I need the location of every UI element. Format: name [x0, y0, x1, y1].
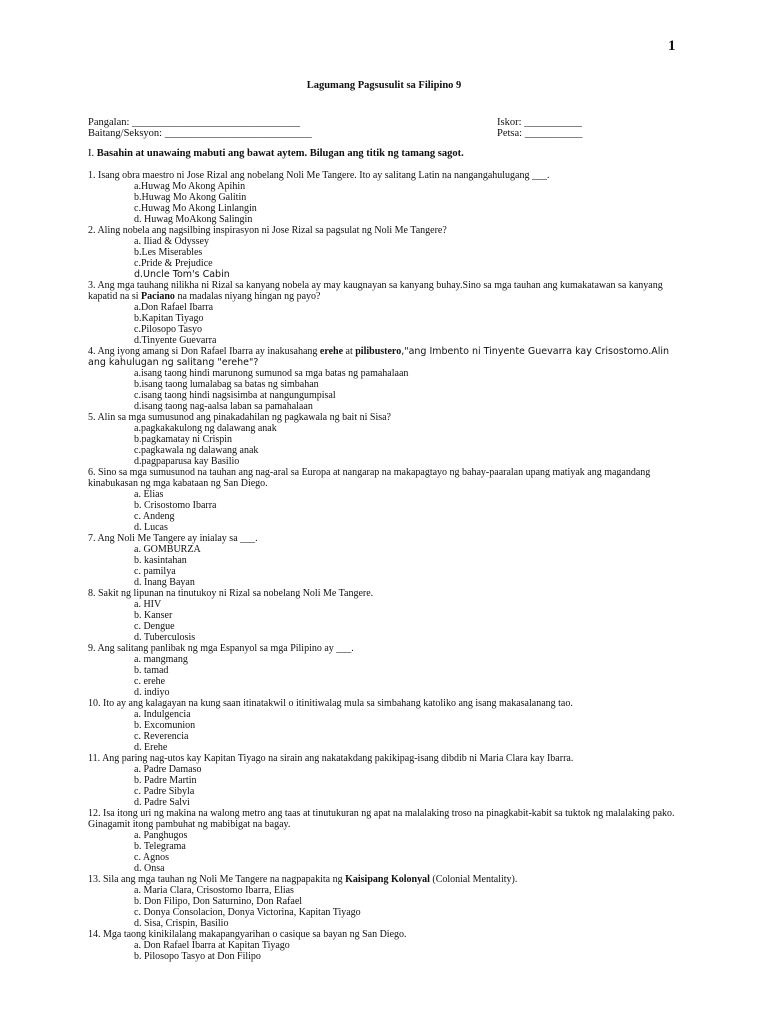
stem-text: 4. Ang iyong amang si Don Rafael Ibarra ay inakusahang [88, 346, 320, 357]
option-c[interactable]: c. Reverencia [134, 731, 189, 742]
option-b[interactable]: b. Pilosopo Tasyo at Don Filipo [134, 951, 261, 962]
instructions [88, 148, 464, 159]
stem-bold: Kaisipang Kolonyal [345, 874, 430, 885]
page-title: Lagumang Pagsusulit sa Filipino 9 [306, 80, 462, 91]
question-10 [88, 698, 688, 753]
date-line [497, 128, 582, 139]
option-c[interactable]: c. pamilya [134, 566, 176, 577]
option-b[interactable]: b.isang taong lumalabag sa batas ng simbahan [134, 379, 319, 390]
option-a[interactable]: a. Padre Damaso [134, 764, 202, 775]
option-d[interactable]: d. indiyo [134, 687, 170, 698]
question-stem: 14. Mga taong kinikilalang makapangyarihan o casique sa bayan ng San Diego. [88, 929, 407, 940]
option-d[interactable]: d.isang taong nag-aalsa laban sa pamahalaan [134, 401, 313, 412]
question-5 [88, 412, 688, 467]
option-b[interactable]: b. tamad [134, 665, 169, 676]
score-blank: ___________ [524, 117, 582, 128]
question-stem: 11. Ang paring nag-utos kay Kapitan Tiyago na sirain ang nakatakdang pakikipag-isang dibdib ni Maria Clara kay Ibarra. [88, 753, 574, 764]
instructions-text: Basahin at unawaing mabuti ang bawat aytem. Bilugan ang titik ng tamang sagot. [96, 148, 464, 159]
option-a[interactable]: a.isang taong hindi marunong sumunod sa mga batas ng pamahalaan [134, 368, 409, 379]
stem-text: na madalas niyang hingan ng payo? [174, 291, 321, 302]
question-stem [88, 346, 688, 368]
option-c[interactable]: c.pagkawala ng dalawang anak [134, 445, 259, 456]
name-line [88, 117, 300, 128]
option-c[interactable]: c.Pride & Prejudice [134, 258, 213, 269]
option-a[interactable]: a. GOMBURZA [134, 544, 201, 555]
question-stem [88, 874, 688, 885]
stem-text: (Colonial Mentality). [429, 874, 518, 885]
question-list [88, 170, 688, 962]
option-b[interactable]: b. Telegrama [134, 841, 186, 852]
question-12 [88, 808, 688, 874]
stem-text: ,"ang Imbento ni Tinyente Guevarra kay Crisostomo.Alin ang kahulugan ng salitang "erehe"? [88, 346, 670, 368]
option-d[interactable]: d. Sisa, Crispin, Basilio [134, 918, 229, 929]
question-8 [88, 588, 688, 643]
option-d[interactable]: d. Onsa [134, 863, 165, 874]
option-a[interactable]: a. Elias [134, 489, 164, 500]
option-d[interactable]: d.pagpaparusa kay Basilio [134, 456, 240, 467]
stem-bold: erehe [319, 346, 344, 357]
option-b[interactable]: b. kasintahan [134, 555, 187, 566]
page-number: 1 [668, 38, 676, 54]
question-stem: 10. Ito ay ang kalagayan na kung saan itinatakwil o itinitiwalag mula sa simbahang katoliko ang isang makasalanang tao. [88, 698, 573, 709]
section-label: Baitang/Seksyon: [88, 128, 163, 139]
stem-text: at [343, 346, 356, 357]
score-line [497, 117, 582, 128]
question-9 [88, 643, 688, 698]
option-a[interactable]: a.Huwag Mo Akong Apihin [134, 181, 246, 192]
option-a[interactable]: a. HIV [134, 599, 162, 610]
question-stem: 8. Sakit ng lipunan na tinutukoy ni Rizal sa nobelang Noli Me Tangere. [88, 588, 374, 599]
date-label: Petsa: [497, 128, 523, 139]
name-blank: ________________________________ [132, 117, 301, 128]
question-stem: 2. Aling nobela ang nagsilbing inspirasyon ni Jose Rizal sa pagsulat ng Noli Me Tangere? [88, 225, 447, 236]
option-d[interactable]: d.Uncle Tom's Cabin [134, 269, 230, 280]
stem-bold: Paciano [141, 291, 175, 302]
option-b[interactable]: b. Excomunion [134, 720, 196, 731]
option-c[interactable]: c.Pilosopo Tasyo [134, 324, 203, 335]
option-c[interactable]: c. Donya Consolacion, Donya Victorina, Kapitan Tiyago [134, 907, 361, 918]
question-4 [88, 346, 688, 412]
question-stem [88, 280, 688, 302]
instructions-numeral: I. [88, 148, 95, 159]
option-a[interactable]: a. Maria Clara, Crisostomo Ibarra, Elias [134, 885, 294, 896]
option-a[interactable]: a. mangmang [134, 654, 188, 665]
option-d[interactable]: d. Inang Bayan [134, 577, 195, 588]
option-a[interactable]: a. Indulgencia [134, 709, 191, 720]
option-c[interactable]: c. Dengue [134, 621, 175, 632]
option-d[interactable]: d. Lucas [134, 522, 168, 533]
question-stem: 6. Sino sa mga sumusunod na tauhan ang nag-aral sa Europa at nangarap na makapagtayo ng bahay-paaralan upang matiyak ang magandang kinabukasan ng mga kabataan ng San Diego. [88, 467, 651, 489]
option-b[interactable]: b.Kapitan Tiyago [134, 313, 204, 324]
option-d[interactable]: d. Tuberculosis [134, 632, 196, 643]
question-1 [88, 170, 688, 225]
stem-bold: pilibustero [355, 346, 402, 357]
option-d[interactable]: d. Padre Salvi [134, 797, 190, 808]
option-c[interactable]: c. Padre Sibyla [134, 786, 195, 797]
stem-text: 13. Sila ang mga tauhan ng Noli Me Tangere na nagpapakita ng [88, 874, 346, 885]
option-a[interactable]: a.Don Rafael Ibarra [134, 302, 214, 313]
question-stem: 5. Alin sa mga sumusunod ang pinakadahilan ng pagkawala ng bait ni Sisa? [88, 412, 391, 423]
option-a[interactable]: a. Iliad & Odyssey [134, 236, 209, 247]
question-14 [88, 929, 688, 962]
question-3 [88, 280, 688, 346]
question-13 [88, 874, 688, 929]
question-stem: 1. Isang obra maestro ni Jose Rizal ang nobelang Noli Me Tangere. Ito ay salitang Latin na nangangahulugang ___. [88, 170, 550, 181]
question-2 [88, 225, 688, 280]
stem-text: 3. Ang mga tauhang nilikha ni Rizal sa kanyang nobela ay may kaugnayan sa kanyang buhay.Sino sa mga tauhan ang kumakatawan sa kanyang kapatid na si [88, 280, 663, 302]
option-b[interactable]: b. Crisostomo Ibarra [134, 500, 217, 511]
name-label: Pangalan: [88, 117, 130, 128]
option-d[interactable]: d.Tinyente Guevarra [134, 335, 217, 346]
option-b[interactable]: b. Padre Martin [134, 775, 197, 786]
option-b[interactable]: b. Don Filipo, Don Saturnino, Don Rafael [134, 896, 303, 907]
section-blank: ____________________________ [164, 128, 312, 139]
option-a[interactable]: a.pagkakakulong ng dalawang anak [134, 423, 277, 434]
option-b[interactable]: b.Les Miserables [134, 247, 203, 258]
section-line [88, 128, 312, 139]
date-blank: ___________ [524, 128, 583, 139]
option-c[interactable]: c.isang taong hindi nagsisimba at nangungumpisal [134, 390, 336, 401]
option-b[interactable]: b. Kanser [134, 610, 173, 621]
option-d[interactable]: d. Huwag MoAkong Salingin [134, 214, 253, 225]
option-a[interactable]: a. Don Rafael Ibarra at Kapitan Tiyago [134, 940, 290, 951]
question-stem: 12. Isa itong uri ng makina na walong metro ang taas at tinutukuran ng apat na malalaking troso na pinagkabit-kabit sa tuktok ng malalaking pako. Ginagamit itong pambuhat ng mabibigat na bagay. [88, 808, 675, 830]
question-stem: 9. Ang salitang panlibak ng mga Espanyol sa mga Pilipino ay ___. [88, 643, 354, 654]
question-stem: 7. Ang Noli Me Tangere ay inialay sa ___. [88, 533, 258, 544]
option-c[interactable]: c. Agnos [134, 852, 169, 863]
option-c[interactable]: c. erehe [134, 676, 166, 687]
option-b[interactable]: b.pagkamatay ni Crispin [134, 434, 233, 445]
option-c[interactable]: c.Huwag Mo Akong Linlangin [134, 203, 257, 214]
option-d[interactable]: d. Erehe [134, 742, 168, 753]
question-6 [88, 467, 688, 533]
option-b[interactable]: b.Huwag Mo Akong Galitin [134, 192, 247, 203]
option-a[interactable]: a. Panghugos [134, 830, 188, 841]
question-7 [88, 533, 688, 588]
score-label: Iskor: [497, 117, 522, 128]
option-c[interactable]: c. Andeng [134, 511, 175, 522]
question-11 [88, 753, 688, 808]
